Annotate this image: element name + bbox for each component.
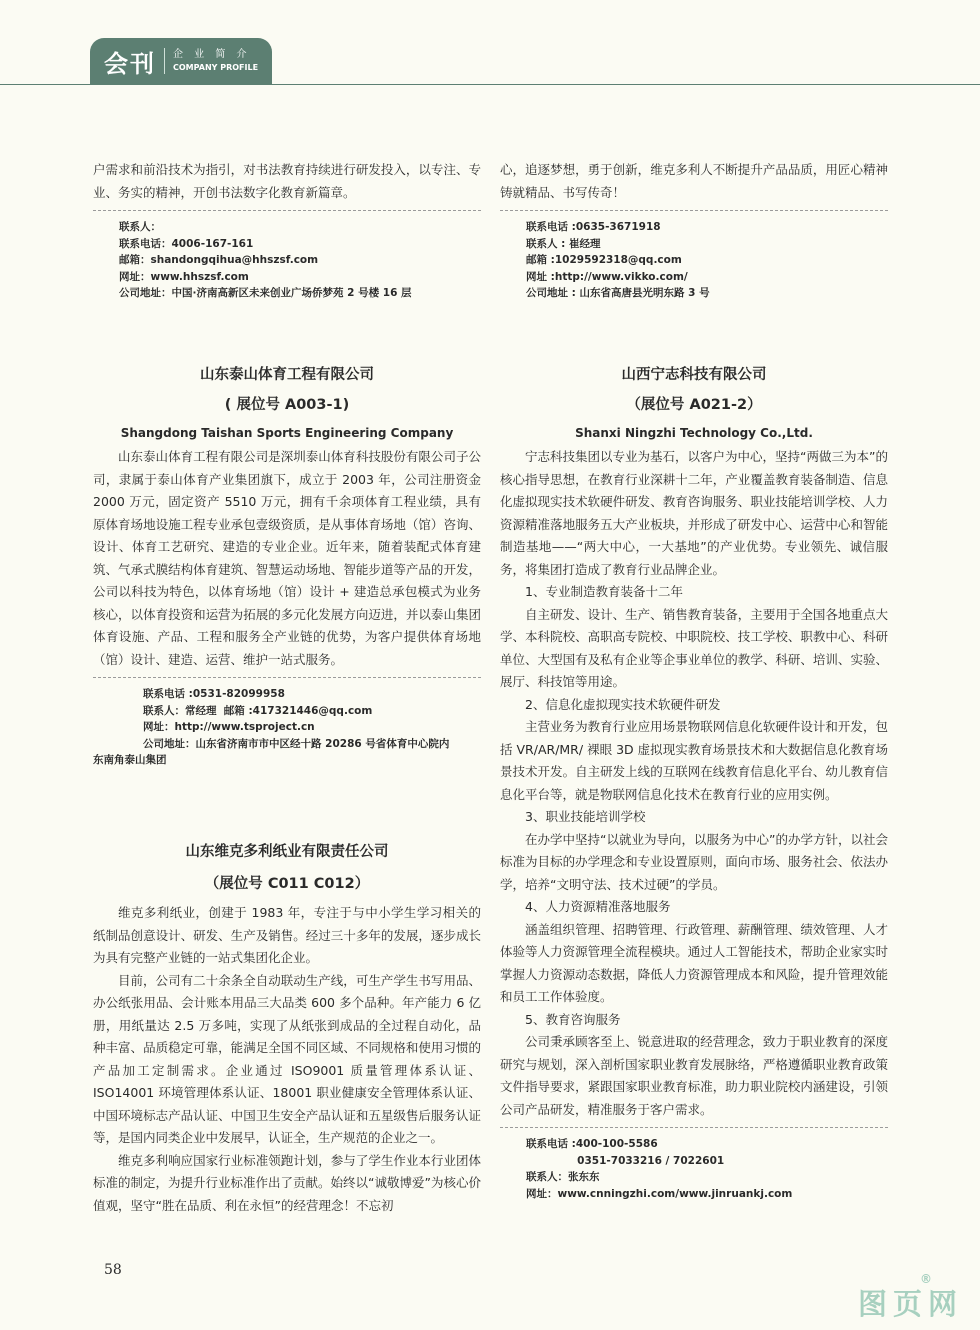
contact-line: 网址：www.cnningzhi.com/www.jinruankj.com: [526, 1187, 793, 1200]
contact-block: [500, 1136, 888, 1202]
booth-number: （展位号 C011 C012）: [204, 876, 370, 892]
contact-line: 联系人：张东东: [526, 1171, 600, 1183]
contact-block: [93, 219, 481, 302]
paragraph: 在办学中坚持“以就业为导向，以服务为中心”的办学方针，以社会标准为目标的办学理念和专业设置原则，面向市场、服务社会、依法办学，培养“文明守法、技术过硬”的学员。: [500, 831, 888, 892]
section-heading: 1、专业制造教育装备十二年: [525, 584, 683, 599]
section-heading: 2、信息化虚拟现实技术软硬件研发: [525, 696, 721, 712]
contact-block: [500, 219, 888, 302]
company-description: 山东泰山体育工程有限公司是深圳泰山体育科技股份有限公司子公司，隶属于泰山体育产业集团旗下，成立于 2003 年，公司注册资金 2000 万元，固定资产 5510 万元，拥有千余项体育工程业绩，具有原体育场地设施工程专业承包壹级资质，是从事体育场地（馆）咨询、设计、体育工艺研究、建造的专业企业。近年来，随着装配式体育建筑、气承式膜结构体育建筑、智慧运动场地、智能步道等产品的开发，公司以科技为特色，以体育场地（馆）设计 + 建造总承包模式为业务核心，以体育投资和运营为拓展的多元化发展方向迈进，并以泰山集团体育设施、产品、工程和服务全产业链的优势，为客户提供体育场地（馆）设计、建造、运营、维护一站式服务。: [93, 449, 481, 667]
contact-line: 联系电话：4006-167-161: [119, 237, 254, 250]
paragraph: 维克多利响应国家行业标准领跑计划，参与了学生作业本行业团体标准的制定，为提升行业标准作出了贡献。始终以“诚敬博爱”为核心价值观，坚守“胜在品质、利在永恒”的经营理念！不忘初: [93, 1152, 481, 1213]
contact-line: 邮箱：shandongqihua@hhszsf.com: [119, 254, 319, 266]
contact-line: 公司地址 : 山东省高唐县光明东路 3 号: [526, 287, 710, 299]
left-top-block: [93, 159, 481, 302]
company-weikeduoli: [93, 842, 481, 1217]
contact-line: 公司地址：山东省济南市市中区经十路 20286 号省体育中心院内: [143, 737, 450, 750]
contact-line: 联系人：: [119, 221, 161, 233]
paragraph: 维克多利纸业，创建于 1983 年，专注于与中小学生学习相关的纸制品创意设计、研发、生产及销售。经过三十多年的发展，逐步成长为具有完整产业链的一站式集团化企业。: [93, 905, 481, 965]
contact-line: 网址 :http://www.vikko.com/: [526, 270, 688, 283]
company-title: 山东维克多利纸业有限责任公司: [185, 844, 389, 860]
booth-number: ( 展位号 A003-1): [224, 397, 350, 413]
section-subtitle-cn: 企 业 简 介: [173, 49, 251, 60]
contact-line: 网址：www.hhszsf.com: [119, 270, 249, 283]
right-top-block: [500, 159, 888, 302]
section-label: 会刊: [104, 49, 156, 78]
contact-line: 联系电话 :400-100-5586: [526, 1138, 658, 1150]
company-title: 山东泰山体育工程有限公司: [200, 367, 374, 383]
dashed-divider: [93, 210, 481, 211]
contact-line: 东南角泰山集团: [93, 754, 167, 766]
dashed-divider: [500, 1127, 888, 1128]
contact-line: 联系人：常经理 邮箱 :417321446@qq.com: [143, 704, 373, 717]
company-english-name: Shanxi Ningzhi Technology Co.,Ltd.: [575, 426, 813, 440]
watermark-logo: [858, 1272, 968, 1326]
section-heading: 5、教育咨询服务: [525, 1011, 621, 1027]
company-taishan: [93, 365, 481, 769]
contact-line: 网址：http://www.tsproject.cn: [143, 721, 315, 733]
paragraph: 主营业务为教育行业应用场景物联网信息化软硬件设计和开发，包括 VR/AR/MR/ 裸眼 3D 虚拟现实教育场景技术和大数据信息化教育场景技术开发。自主研发上线的互联网在线教育信息化平台、幼儿教育信息化平台等，就是物联网信息化技术在教育行业的应用实例。: [500, 719, 888, 802]
section-heading: 4、人力资源精准落地服务: [525, 899, 671, 914]
section-heading: 3、职业技能培训学校: [525, 809, 646, 824]
header-separator: [164, 48, 165, 74]
section-header-tab: [90, 38, 272, 84]
contact-line: 公司地址：中国·济南高新区未来创业广场侨梦苑 2 号楼 16 层: [119, 287, 412, 299]
continued-text: 户需求和前沿技术为指引，对书法教育持续进行研发投入，以专注、专业、务实的精神，开创书法数字化教育新篇章。: [93, 162, 481, 200]
contact-line: 0351-7033216 / 7022601: [526, 1154, 725, 1167]
dashed-divider: [500, 210, 888, 211]
contact-block: [93, 686, 481, 769]
paragraph: 涵盖组织管理、招聘管理、行政管理、薪酬管理、绩效管理、人才体验等人力资源管理全流程模块。通过人工智能技术，帮助企业家实时掌握人力资源动态数据，降低人力资源管理成本和风险，提升管理效能和员工工作体验度。: [500, 921, 888, 1004]
paragraph: 宁志科技集团以专业为基石，以客户为中心，坚持“两做三为本”的核心指导思想，在教育行业深耕十二年，产业覆盖教育装备制造、信息化虚拟现实技术软硬件研发、教育咨询服务、职业技能培训学校、人力资源精准落地服务五大产业板块，并形成了研发中心、运营中心和智能制造基地——“两大中心，一大基地”的产业优势。专业领先、诚信服务，将集团打造成了教育行业品牌企业。: [500, 449, 888, 577]
paragraph: 公司秉承顾客至上、锐意进取的经营理念，致力于职业教育的深度研究与规划，深入剖析国家职业教育发展脉络，严格遵循职业教育政策文件指导要求，紧跟国家职业教育标准，助力职业院校内涵建设，引领公司产品研发，精准服务于客户需求。: [500, 1034, 888, 1117]
logo-text: 图页网: [858, 1287, 964, 1321]
contact-line: 联系电话 :0531-82099958: [143, 688, 285, 700]
company-title: 山西宁志科技有限公司: [621, 367, 767, 383]
contact-line: 邮箱 :1029592318@qq.com: [526, 254, 682, 266]
dashed-divider: [93, 677, 481, 678]
section-subtitle: [173, 48, 258, 74]
company-english-name: Shangdong Taishan Sports Engineering Company: [120, 426, 454, 440]
company-ningzhi: [500, 365, 888, 1202]
registered-mark: ®: [920, 1272, 938, 1286]
section-subtitle-en: COMPANY PROFILE: [173, 63, 259, 72]
continued-text: 心，追逐梦想，勇于创新，维克多利人不断提升产品品质，用匠心精神铸就精品、书写传奇！: [500, 162, 888, 200]
contact-line: 联系人 : 崔经理: [526, 237, 601, 250]
page-number: 58: [104, 1262, 122, 1278]
paragraph: 自主研发、设计、生产、销售教育装备，主要用于全国各地重点大学、本科院校、高职高专院校、中职院校、技工学校、职教中心、科研单位、大型国有及私有企业等企事业单位的教学、科研、培训、实验、展厅、科技馆等用途。: [500, 606, 888, 689]
contact-line: 联系电话 :0635-3671918: [526, 221, 661, 233]
booth-number: （展位号 A021-2）: [626, 397, 762, 413]
paragraph: 目前，公司有二十余条全自动联动生产线，可生产学生书写用品、办公纸张用品、会计账本用品三大品类 600 多个品种。年产能力 6 亿册，用纸量达 2.5 万多吨，实现了从纸张到成品的全过程自动化，品种丰富、品质稳定可靠，能满足全国不同区域、不同规格和使用习惯的产品加工定制需求。企业通过 ISO9001 质量管理体系认证、ISO14001 环境管理体系认证、18001 职业健康安全管理体系认证、中国环境标志产品认证、中国卫生安全产品认证和五星级售后服务认证等，是国内同类企业中发展早，认证全，生产规范的企业之一。: [93, 972, 481, 1145]
header-rule: [0, 84, 980, 85]
